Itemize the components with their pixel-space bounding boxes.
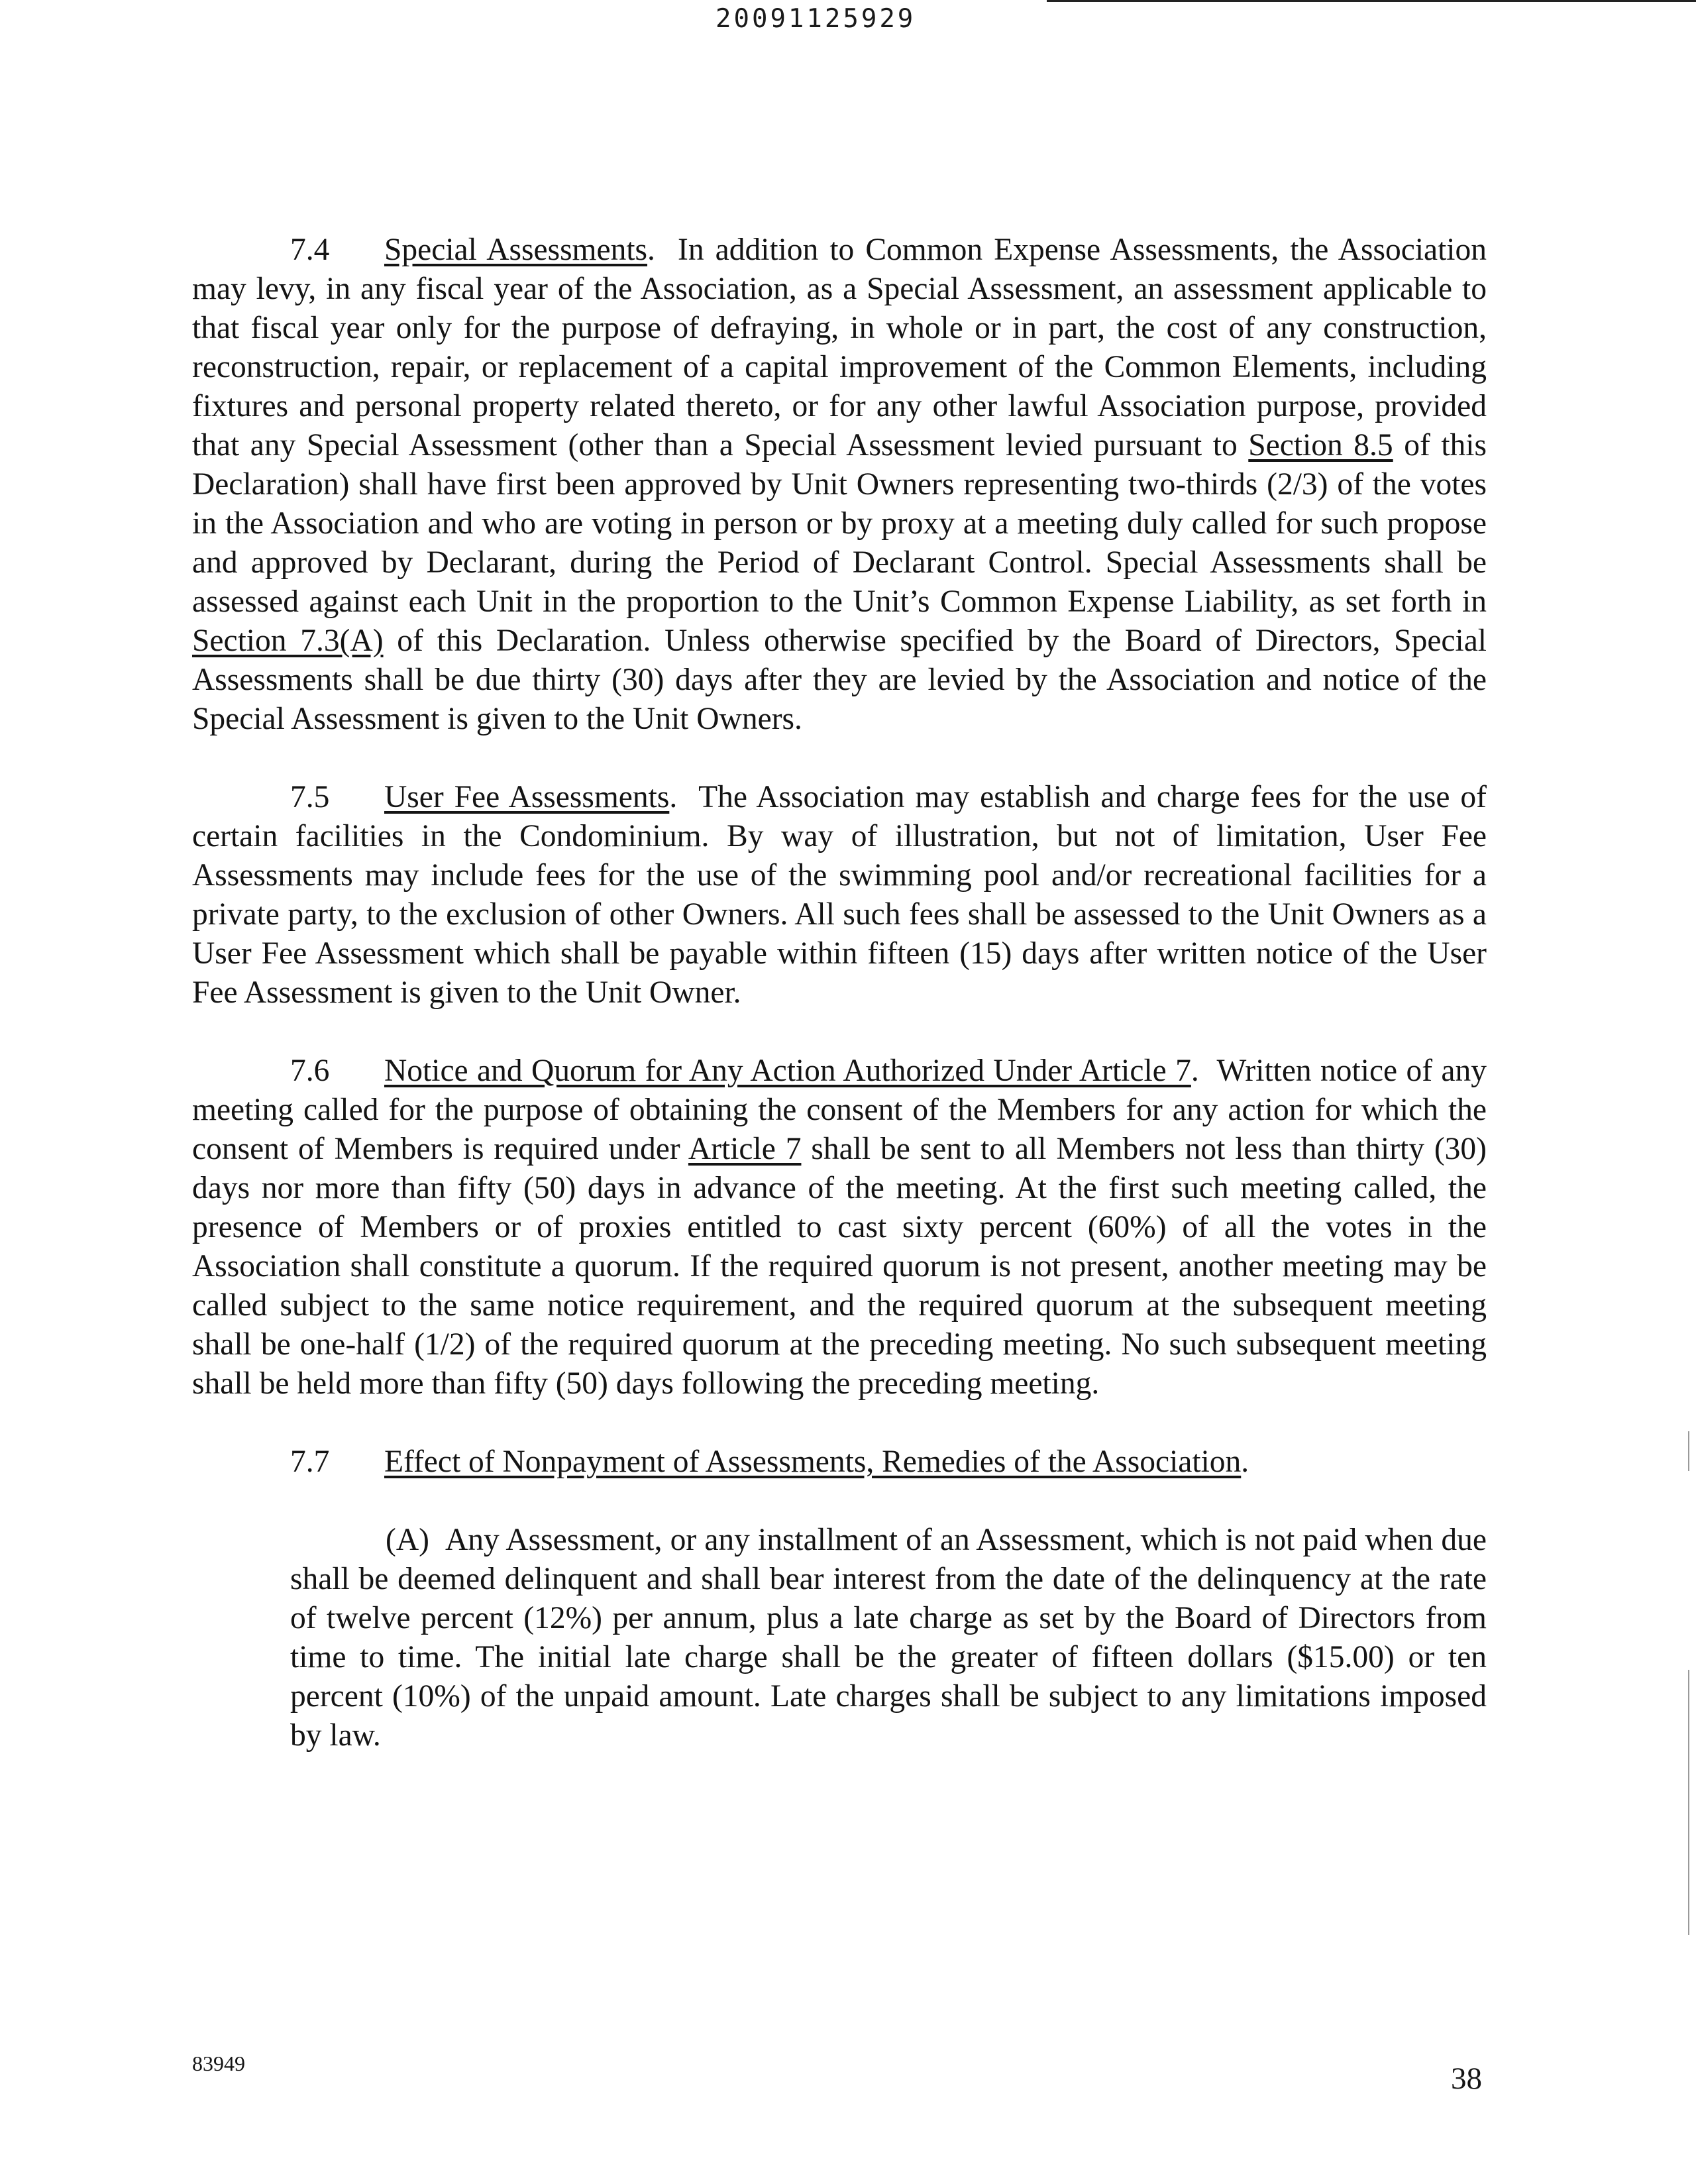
- scan-margin-mark: [1688, 1431, 1689, 1471]
- section-number: 7.6: [290, 1054, 330, 1088]
- section-7-4: 7.4 Special Assessments. In addition to Common Expense Assessments, the Association may levy, in any fiscal year of the Association, as a Special Assessment, an assessment applicable to that fiscal year only for the purpose of defraying, in whole or in part, the cost of any construction, reconstruction, repair, or replacement of a capital improvement of the Common Elements, including fixtures and personal property related thereto, or for any other lawful Association purpose, provided that any Special Assessment (other than a Special Assessment levied pursuant to Section 8.5 of this Declaration) shall have first been approved by Unit Owners representing two-thirds (2/3) of the votes in the Association and who are voting in person or by proxy at a meeting duly called for such propose and approved by Declarant, during the Period of Declarant Control. Special Assessments shall be assessed against each Unit in the proportion to the Unit’s Common Expense Liability, as set forth in Section 7.3(A) of this Declaration. Unless otherwise specified by the Board of Directors, Special Assessments shall be due thirty (30) days after they are levied by the Association and notice of the Special Assessment is given to the Unit Owners.: [192, 231, 1487, 739]
- subsection-7-7-a: [290, 1521, 1487, 1755]
- section-text: In addition to Common Expense Assessments, the Association may levy, in any fiscal year of the Association, as a Special Assessment, an assessment applicable to that fiscal year only for the purpose of defraying, in whole or in part, the cost of any construction, reconstruction, repair, or replacement of a capital improvement of the Common Elements, including fixtures and personal property related thereto, or for any other lawful Association purpose, provided that any Special Assessment (other than a Special Assessment levied pursuant to: [192, 233, 1487, 463]
- page-number: 38: [1451, 2061, 1482, 2096]
- section-text: of this Declaration. Unless otherwise specified by the Board of Directors, Special Assessments shall be due thirty (30) days after they are levied by the Association and notice of the Special Assessment is given to the Unit Owners.: [192, 624, 1487, 736]
- section-title: Special Assessments: [384, 233, 648, 267]
- section-number: 7.5: [290, 780, 330, 814]
- section-7-7-heading: 7.7 Effect of Nonpayment of Assessments, Remedies of the Association.: [192, 1443, 1487, 1482]
- section-title: Notice and Quorum for Any Action Authorized Under Article 7: [384, 1054, 1191, 1088]
- document-number: 20091125929: [716, 4, 916, 34]
- section-text: Written notice of any meeting called for the purpose of obtaining the consent of the Members for any action for which the consent of Members is required under: [192, 1054, 1487, 1166]
- section-number: 7.4: [290, 233, 330, 267]
- subsection-label: (A): [386, 1523, 429, 1557]
- section-text: shall be sent to all Members not less than thirty (30) days nor more than fifty (50) days in advance of the meeting. At the first such meeting called, the presence of Members or of proxies entitled to cast sixty percent (60%) of all the votes in the Association shall constitute a quorum. If the required quorum is not present, another meeting may be called subject to the same notice requirement, and the required quorum at the subsequent meeting shall be one-half (1/2) of the required quorum at the preceding meeting. No such subsequent meeting shall be held more than fifty (50) days following the preceding meeting.: [192, 1132, 1487, 1401]
- subsection-text: Any Assessment, or any installment of an Assessment, which is not paid when due shall be deemed delinquent and shall bear interest from the date of the delinquency at the rate of twelve percent (12%) per annum, plus a late charge as set by the Board of Directors from time to time. The initial late charge shall be the greater of fifteen dollars ($15.00) or ten percent (10%) of the unpaid amount. Late charges shall be subject to any limitations imposed by law.: [290, 1523, 1487, 1753]
- section-title: User Fee Assessments: [384, 780, 670, 814]
- cross-reference: Section 7.3(A): [192, 624, 384, 658]
- top-border-line: [1047, 0, 1696, 2]
- scan-margin-mark: [1688, 1670, 1689, 1935]
- section-text: The Association may establish and charge fees for the use of certain facilities in the Condominium. By way of illustration, but not of limitation, User Fee Assessments may include fees for the use of the swimming pool and/or recreational facilities for a private party, to the exclusion of other Owners. All such fees shall be assessed to the Unit Owners as a User Fee Assessment which shall be payable within fifteen (15) days after written notice of the User Fee Assessment is given to the Unit Owner.: [192, 780, 1487, 1010]
- section-title: Effect of Nonpayment of Assessments, Remedies of the Association: [384, 1445, 1242, 1479]
- document-body: [192, 231, 1487, 1755]
- footer-document-id: 83949: [192, 2051, 245, 2075]
- section-7-6: 7.6 Notice and Quorum for Any Action Authorized Under Article 7. Written notice of any meeting called for the purpose of obtaining the consent of the Members for any action for which the consent of Members is required under Article 7 shall be sent to all Members not less than thirty (30) days nor more than fifty (50) days in advance of the meeting. At the first such meeting called, the presence of Members or of proxies entitled to cast sixty percent (60%) of all the votes in the Association shall constitute a quorum. If the required quorum is not present, another meeting may be called subject to the same notice requirement, and the required quorum at the subsequent meeting shall be one-half (1/2) of the required quorum at the preceding meeting. No such subsequent meeting shall be held more than fifty (50) days following the preceding meeting.: [192, 1052, 1487, 1403]
- section-number: 7.7: [290, 1445, 330, 1479]
- section-7-5: 7.5 User Fee Assessments. The Association may establish and charge fees for the use of certain facilities in the Condominium. By way of illustration, but not of limitation, User Fee Assessments may include fees for the use of the swimming pool and/or recreational facilities for a private party, to the exclusion of other Owners. All such fees shall be assessed to the Unit Owners as a User Fee Assessment which shall be payable within fifteen (15) days after written notice of the User Fee Assessment is given to the Unit Owner.: [192, 778, 1487, 1012]
- cross-reference: Section 8.5: [1248, 428, 1393, 463]
- cross-reference: Article 7: [688, 1132, 802, 1166]
- section-text: of this Declaration) shall have first been approved by Unit Owners representing two-thirds (2/3) of the votes in the Association and who are voting in person or by proxy at a meeting duly called for such propose and approved by Declarant, during the Period of Declarant Control. Special Assessments shall be assessed against each Unit in the proportion to the Unit’s Common Expense Liability, as set forth in: [192, 428, 1487, 619]
